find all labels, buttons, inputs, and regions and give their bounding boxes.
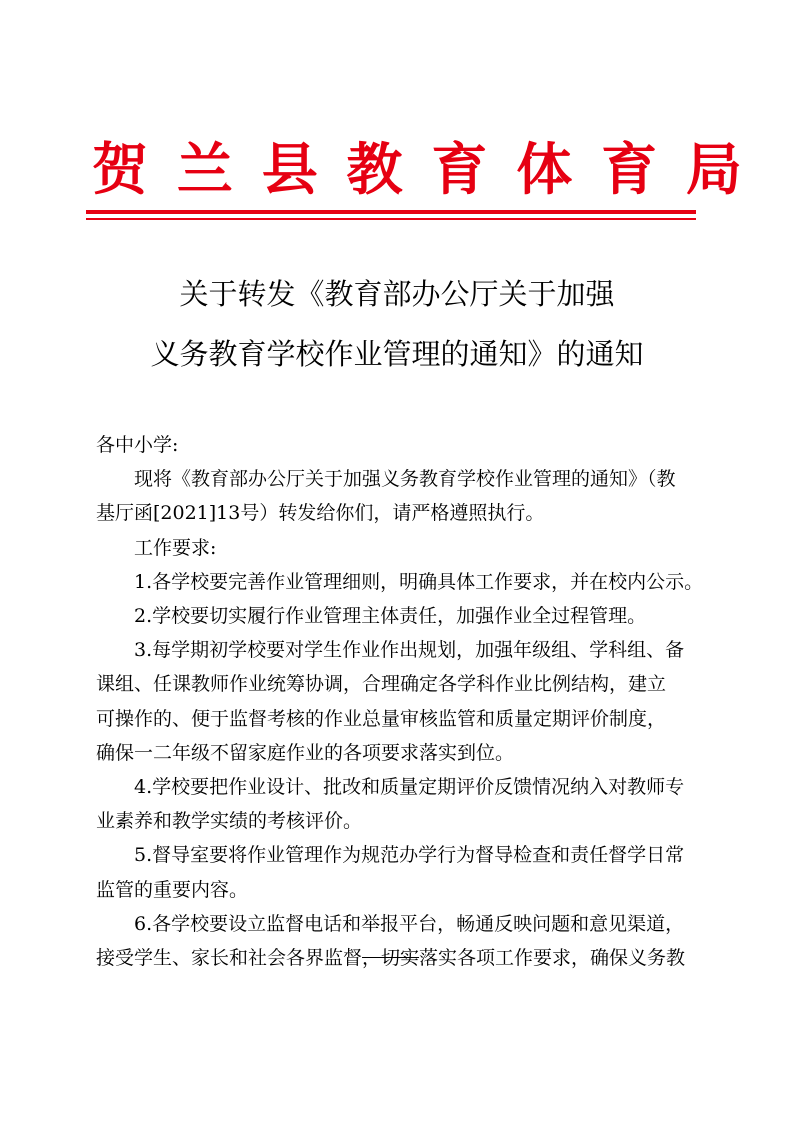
document-body xyxy=(96,428,716,975)
header-char: 教 xyxy=(346,137,403,203)
salutation: 各中小学: xyxy=(96,434,179,456)
header-char: 体 xyxy=(516,137,573,203)
paragraph-line: 现将《教育部办公厅关于加强义务教育学校作业管理的通知》（教 xyxy=(134,468,676,491)
requirement-item-6: 6.各学校要设立监督电话和举报平台，畅通反映问题和意见渠道， xyxy=(134,912,685,935)
document-title-line1: 关于转发《教育部办公厅关于加强 xyxy=(179,277,615,311)
header-char: 育 xyxy=(601,137,658,203)
paragraph-line: 监管的重要内容。 xyxy=(96,878,249,901)
requirement-item-5: 5.督导室要将作业管理作为规范办学行为督导检查和责任督学日常 xyxy=(134,844,685,867)
struck-text: ，切实 xyxy=(362,947,420,970)
header-rule-thick xyxy=(86,210,696,214)
issuing-authority-title xyxy=(92,130,742,210)
requirement-item-3: 3.每学期初学校要对学生作业作出规划，加强年级组、学科组、备 xyxy=(134,639,685,662)
paragraph-line: 确保一二年级不留家庭作业的各项要求落实到位。 xyxy=(96,741,515,764)
requirement-item-2: 2.学校要切实履行作业管理主体责任，加强作业全过程管理。 xyxy=(134,605,647,628)
paragraph-line: 基厅函[2021]13号）转发给你们，请严格遵照执行。 xyxy=(96,502,545,525)
text-segment: 接受学生、家长和社会各界监督 xyxy=(96,947,363,970)
header-char: 贺 xyxy=(92,137,148,203)
header-char: 育 xyxy=(431,137,488,203)
paragraph-line: 可操作的、便于监督考核的作业总量审核监管和质量定期评价制度， xyxy=(96,707,667,730)
document-title-line2: 义务教育学校作业管理的通知》的通知 xyxy=(150,337,644,371)
text-segment: 落实各项工作要求，确保义务教 xyxy=(419,947,686,970)
requirement-item-4: 4.学校要把作业设计、批改和质量定期评价反馈情况纳入对教师专 xyxy=(134,776,685,799)
paragraph-line: 课组、任课教师作业统筹协调，合理确定各学科作业比例结构，建立 xyxy=(96,673,667,696)
header-rule-thin xyxy=(86,218,696,220)
paragraph-line: 业素养和教学实绩的考核评价。 xyxy=(96,810,363,833)
requirements-heading: 工作要求: xyxy=(134,536,217,559)
header-char: 兰 xyxy=(176,137,233,203)
header-char: 局 xyxy=(685,137,742,203)
header-char: 县 xyxy=(261,137,318,203)
paragraph-line xyxy=(96,941,716,975)
requirement-item-1: 1.各学校要完善作业管理细则，明确具体工作要求，并在校内公示。 xyxy=(134,570,704,593)
